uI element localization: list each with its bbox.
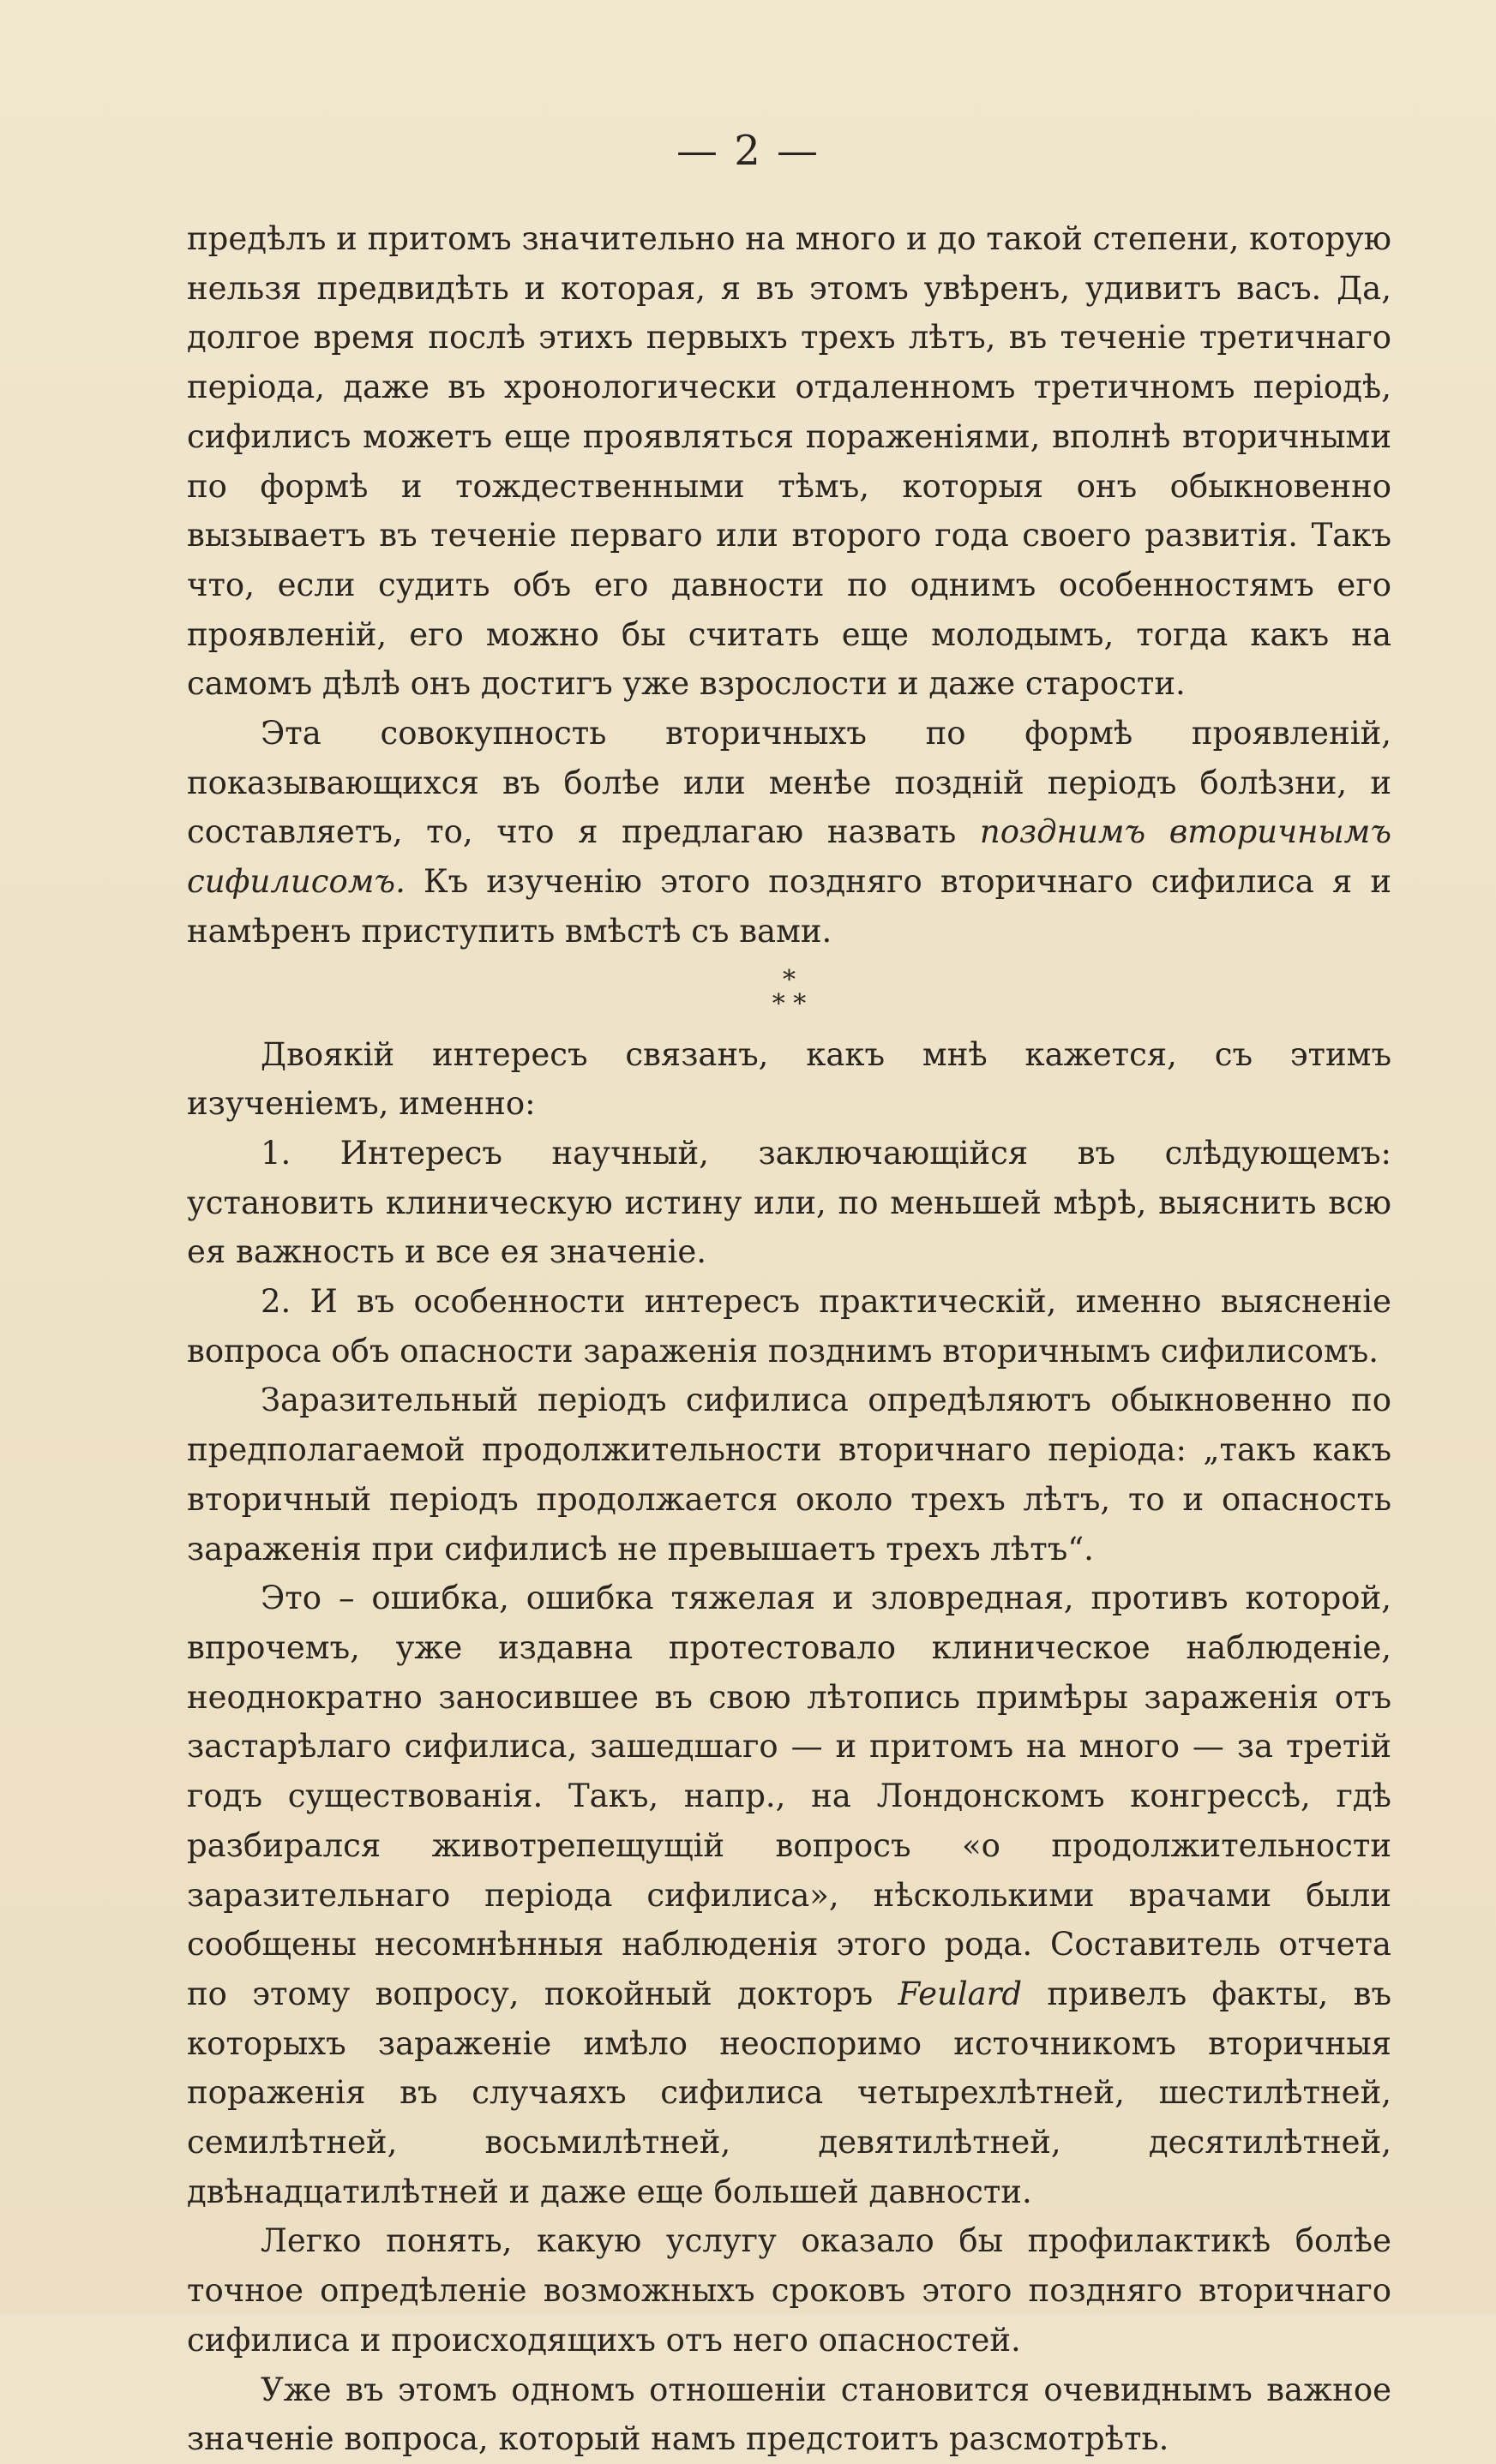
emphasized-term: позднимъ вторичнымъ сифилисомъ. bbox=[187, 813, 1391, 901]
asterism-bottom: * * bbox=[772, 988, 807, 1019]
list-item: 2. И въ особенности интересъ практическій, именно выясненіе вопроса объ опасности зараженія позднимъ вторичнымъ сифилисомъ. bbox=[187, 1283, 1391, 1370]
asterism-top: * bbox=[783, 964, 796, 995]
page-number: — 2 — bbox=[676, 127, 820, 175]
asterism bbox=[187, 964, 1391, 1019]
paragraph: Легко понять, какую услугу оказало бы профилактикѣ болѣе точное опредѣленіе возможныхъ сроковъ этого поздняго вторичнаго сифилиса и происходящихъ отъ него опасностей. bbox=[187, 2222, 1391, 2359]
list-item: 1. Интересъ научный, заключающійся въ слѣдующемъ: установить клиническую истину или, по меньшей мѣрѣ, выяснить всю ея важность и все ея значеніе. bbox=[187, 1134, 1391, 1271]
paragraph bbox=[187, 709, 1391, 956]
paragraph: Двоякій интересъ связанъ, какъ мнѣ кажется, съ этимъ изученіемъ, именно: bbox=[187, 1035, 1391, 1123]
paragraph bbox=[187, 1574, 1391, 2216]
paragraph: Заразительный періодъ сифилиса опредѣляютъ обыкновенно по предполагаемой продолжительности вторичнаго періода: „такъ какъ вторичный періодъ продолжается около трехъ лѣтъ, то и опасность зараженія при сифилисѣ не превышаетъ трехъ лѣтъ“. bbox=[187, 1382, 1391, 1568]
paragraph: Уже въ этомъ одномъ отношеніи становится очевиднымъ важное значеніе вопроса, который намъ предстоитъ разсмотрѣть. bbox=[187, 2371, 1391, 2458]
paragraph: предѣлъ и притомъ значительно на много и до такой степени, которую нельзя предвидѣть и которая, я въ этомъ увѣренъ, удивитъ васъ. Да, долгое время послѣ этихъ первыхъ трехъ лѣтъ, въ теченіе третичнаго періода, даже въ хронологически отдаленномъ третичномъ періодѣ, сифилисъ можетъ еще проявляться пораженіями, вполнѣ вторичными по формѣ и тождественными тѣмъ, которыя онъ обыкновенно вызываетъ въ теченіе перваго или второго года своего развитія. Такъ что, если судить объ его давности по однимъ особенностямъ его проявленій, его можно бы считать еще молодымъ, тогда какъ на самомъ дѣлѣ онъ достигъ уже взрослости и даже старости. bbox=[187, 220, 1391, 703]
author-name: Feulard bbox=[898, 1975, 1023, 2012]
paragraph-text: Къ изученію этого поздняго вторичнаго сифилиса я и намѣренъ приступить вмѣстѣ съ вами. bbox=[187, 863, 1391, 950]
paragraph-text: Эта совокупность вторичныхъ по формѣ проявленій, показывающихся въ болѣе или менѣе поздній періодъ болѣзни, и составляетъ, то, что я предлагаю назвать bbox=[187, 715, 1391, 851]
paragraph-text: Это – ошибка, ошибка тяжелая и зловредная, противъ которой, впрочемъ, уже издавна протестовало клиническое наблюденіе, неоднократно заносившее въ свою лѣтопись примѣры зараженія отъ застарѣлаго сифилиса, зашедшаго — и притомъ на много — за третій годъ существованія. Такъ, напр., на Лондонскомъ конгрессѣ, гдѣ разбирался животрепещущій вопросъ «о продолжительности заразительнаго періода сифилиса», нѣсколькими врачами были сообщены несомнѣнныя наблюденія этого рода. Составитель отчета по этому вопросу, покойный докторъ bbox=[187, 1580, 1391, 2012]
paragraph-text: привелъ факты, въ которыхъ зараженіе имѣло неоспоримо источникомъ вторичныя пораженія въ случаяхъ сифилиса четырехлѣтней, шестилѣтней, семилѣтней, восьмилѣтней, девятилѣтней, десятилѣтней, двѣнадцатилѣтней и даже еще большей давности. bbox=[187, 1975, 1391, 2210]
body-text bbox=[187, 214, 1391, 2464]
